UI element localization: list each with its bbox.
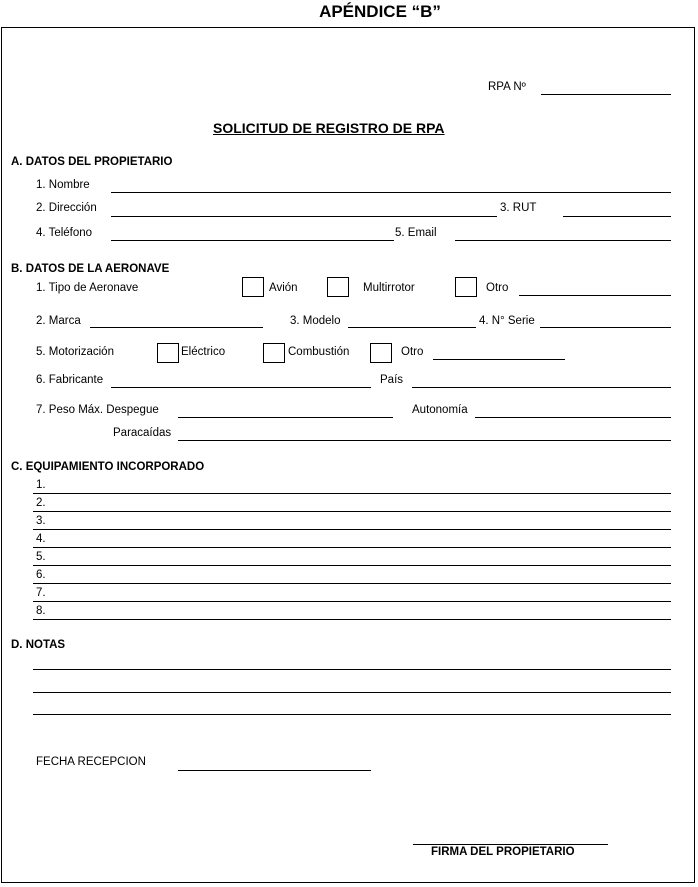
section-d-title: D. NOTAS xyxy=(11,639,66,651)
modelo-field[interactable] xyxy=(348,327,476,328)
autonomia-label: Autonomía xyxy=(412,404,468,416)
direccion-field[interactable] xyxy=(111,216,497,217)
fecha-recepcion-label: FECHA RECEPCION xyxy=(36,756,146,768)
rpa-number-label: RPA Nº xyxy=(488,81,526,93)
multirrotor-checkbox[interactable] xyxy=(327,277,349,297)
autonomia-field[interactable] xyxy=(475,417,671,418)
otro-motor-label: Otro xyxy=(401,346,424,358)
equipment-item-number: 1. xyxy=(36,479,46,491)
equipment-item-number: 5. xyxy=(36,551,46,563)
combustion-label: Combustión xyxy=(288,346,350,358)
equipment-item-number: 2. xyxy=(36,497,46,509)
fabricante-label: 6. Fabricante xyxy=(36,374,104,386)
section-a-title: A. DATOS DEL PROPIETARIO xyxy=(11,156,173,168)
avion-checkbox[interactable] xyxy=(242,277,264,297)
electrico-label: Eléctrico xyxy=(181,346,226,358)
modelo-label: 3. Modelo xyxy=(290,315,341,327)
equipment-item-number: 8. xyxy=(36,605,46,617)
section-b-title: B. DATOS DE LA AERONAVE xyxy=(11,263,170,275)
email-field[interactable] xyxy=(455,240,671,241)
email-label: 5. Email xyxy=(395,227,437,239)
nombre-field[interactable] xyxy=(111,192,671,193)
notes-line[interactable] xyxy=(33,714,671,715)
serie-field[interactable] xyxy=(540,327,671,328)
section-c-title: C. EQUIPAMIENTO INCORPORADO xyxy=(11,461,205,473)
equipment-item-number: 6. xyxy=(36,569,46,581)
form-title: SOLICITUD DE REGISTRO DE RPA xyxy=(213,120,445,136)
paracaidas-field[interactable] xyxy=(178,440,671,441)
peso-label: 7. Peso Máx. Despegue xyxy=(36,404,159,416)
otro-tipo-checkbox[interactable] xyxy=(455,277,477,297)
otro-motor-checkbox[interactable] xyxy=(370,343,392,363)
electrico-checkbox[interactable] xyxy=(157,343,179,363)
notes-line[interactable] xyxy=(33,692,671,693)
equipment-line[interactable] xyxy=(33,601,671,602)
pais-label: País xyxy=(380,374,404,386)
equipment-item-number: 4. xyxy=(36,533,46,545)
firma-label: FIRMA DEL PROPIETARIO xyxy=(431,846,575,858)
direccion-label: 2. Dirección xyxy=(36,202,97,214)
fabricante-field[interactable] xyxy=(111,387,371,388)
rut-label: 3. RUT xyxy=(500,202,537,214)
marca-label: 2. Marca xyxy=(36,315,81,327)
multirrotor-label: Multirrotor xyxy=(363,282,415,294)
equipment-line[interactable] xyxy=(33,565,671,566)
pais-field[interactable] xyxy=(412,387,671,388)
paracaidas-label: Paracaídas xyxy=(113,427,172,439)
equipment-line[interactable] xyxy=(33,583,671,584)
marca-field[interactable] xyxy=(90,327,263,328)
otro-tipo-field[interactable] xyxy=(519,295,671,296)
nombre-label: 1. Nombre xyxy=(36,179,90,191)
firma-line[interactable] xyxy=(413,844,608,845)
motorizacion-label: 5. Motorización xyxy=(36,346,114,358)
rpa-number-field[interactable] xyxy=(541,94,671,95)
avion-label: Avión xyxy=(269,282,298,294)
notes-line[interactable] xyxy=(33,669,671,670)
equipment-line[interactable] xyxy=(33,619,671,620)
serie-label: 4. N° Serie xyxy=(479,315,535,327)
tipo-aeronave-label: 1. Tipo de Aeronave xyxy=(36,282,139,294)
rut-field[interactable] xyxy=(563,216,671,217)
appendix-title: APÉNDICE “B” xyxy=(319,2,441,21)
combustion-checkbox[interactable] xyxy=(263,343,285,363)
equipment-line[interactable] xyxy=(33,529,671,530)
fecha-recepcion-field[interactable] xyxy=(178,770,371,771)
equipment-item-number: 7. xyxy=(36,587,46,599)
otro-motor-field[interactable] xyxy=(433,359,565,360)
telefono-field[interactable] xyxy=(111,240,394,241)
equipment-line[interactable] xyxy=(33,511,671,512)
otro-tipo-label: Otro xyxy=(486,282,509,294)
equipment-line[interactable] xyxy=(33,547,671,548)
equipment-line[interactable] xyxy=(33,493,671,494)
telefono-label: 4. Teléfono xyxy=(36,227,93,239)
equipment-item-number: 3. xyxy=(36,515,46,527)
peso-field[interactable] xyxy=(178,417,393,418)
